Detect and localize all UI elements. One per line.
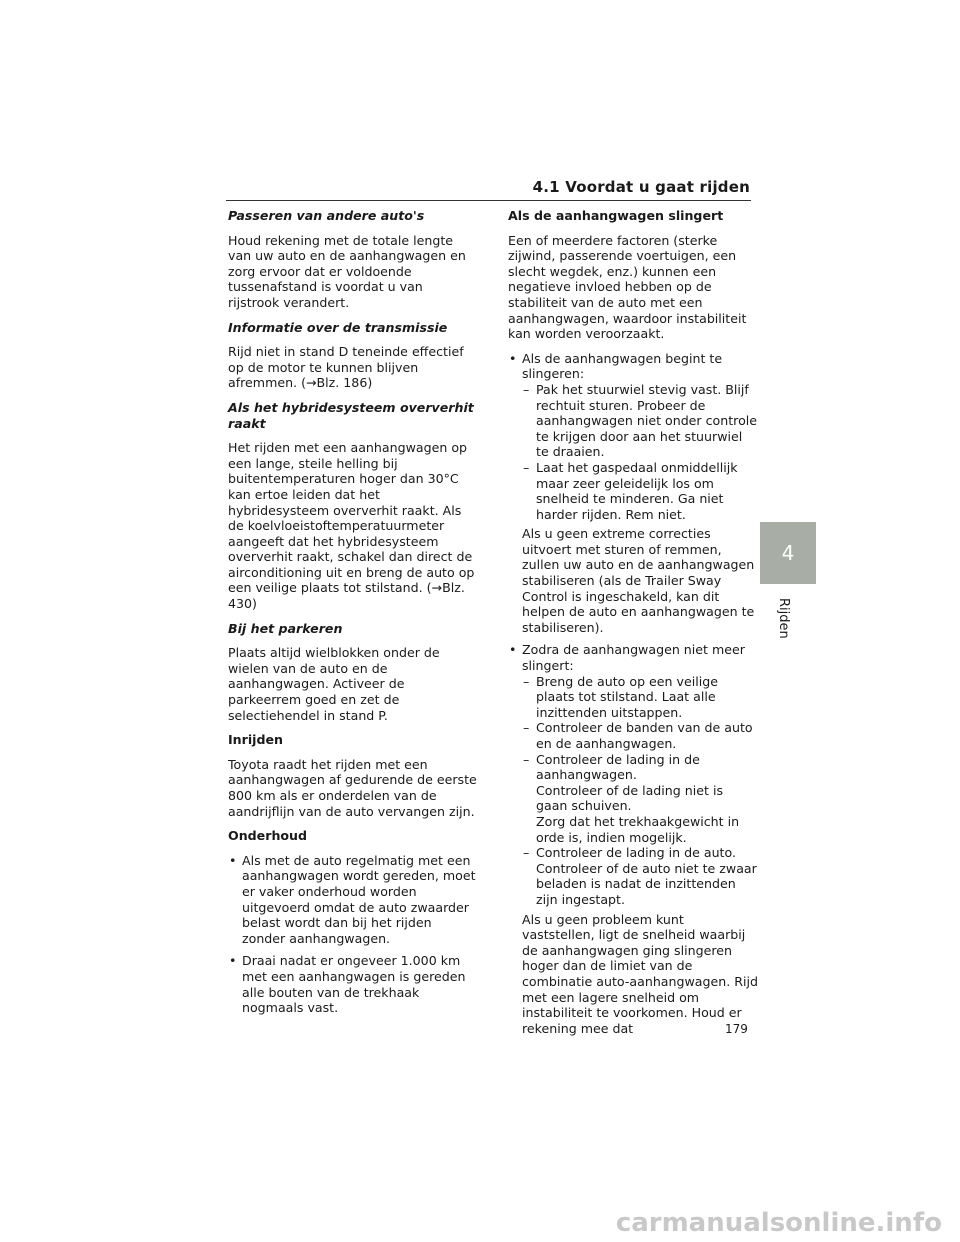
paragraph-passing: Houd rekening met de totale lengte van uw auto en de aanhangwagen en zorg ervoor dat er voldoende tussenafstand is voordat u van rijstrook verandert.	[228, 232, 466, 310]
sway-list	[508, 351, 758, 1037]
chapter-label: Rijden	[776, 598, 791, 639]
chapter-tab	[760, 522, 816, 584]
chapter-number: 4	[781, 541, 795, 565]
left-column	[228, 208, 478, 1025]
heading-overheat: Als het hybridesysteem oververhit raakt	[228, 399, 474, 431]
list-item: • Als met de auto regelmatig met een aanhangwagen wordt gereden, moet er vaker onderhoud worden uitgevoerd omdat de auto zwaarder belast wordt dan bij het rijden zonder aanhangwagen.	[228, 853, 478, 947]
list-item: – Breng de auto op een veilige plaats tot stilstand. Laat alle inzittenden uitstappen.	[522, 674, 758, 721]
bullet-text: Als de aanhangwagen begint te slingeren:	[522, 350, 723, 382]
paragraph-break-in: Toyota raadt het rijden met een aanhangwagen af gedurende de eerste 800 km als er onderdelen van de aandrijflijn van de auto vervangen zijn.	[228, 756, 477, 819]
list-item	[508, 642, 758, 1036]
bullet-followup-paragraph: Als u geen probleem kunt vaststellen, ligt de snelheid waarbij de aanhangwagen ging slingeren hoger dan de limiet van de combinatie auto-aanhangwagen. Rijd met een lagere snelheid om instabiliteit te voorkomen. Houd er rekening mee dat	[522, 911, 758, 1036]
heading-parking: Bij het parkeren	[228, 620, 343, 636]
heading-transmission: Informatie over de transmissie	[228, 319, 448, 335]
heading-break-in: Inrijden	[228, 732, 284, 748]
paragraph-parking: Plaats altijd wielblokken onder de wielen van de auto en de aanhangwagen. Activeer de parkeerrem goed en zet de selectiehendel in stand P.	[228, 645, 440, 723]
list-item: – Controleer de lading in de auto. Controleer of de auto niet te zwaar beladen is nadat de inzittenden zijn ingestapt.	[522, 845, 758, 907]
heading-sway: Als de aanhangwagen slingert	[508, 208, 724, 223]
section-header-title: 4.1 Voordat u gaat rijden	[532, 178, 750, 196]
paragraph-transmission: Rijd niet in stand D teneinde effectief op de motor te kunnen blijven afremmen. (→Blz. 186)	[228, 344, 464, 391]
list-item: – Controleer de banden van de auto en de aanhangwagen.	[522, 720, 758, 751]
paragraph-sway-intro: Een of meerdere factoren (sterke zijwind, passerende voertuigen, een slecht wegdek, enz.) kunnen een negatieve invloed hebben op de stabiliteit van de auto met een aanhangwagen, waardoor instabiliteit kan worden veroorzaakt.	[508, 232, 747, 342]
dash-list	[522, 382, 758, 522]
paragraph-overheat: Het rijden met een aanhangwagen op een lange, steile helling bij buitentemperaturen hoger dan 30°C kan ertoe leiden dat het hybridesysteem oververhit raakt. Als de koelvloeistoftemperatuurmeter aangeeft dat het hybridesysteem oververhit raakt, schakel dan direct de airconditioning uit en breng de auto op een veilige plaats tot stilstand. (→Blz. 430)	[228, 440, 475, 612]
list-item: – Laat het gaspedaal onmiddellijk maar zeer geleidelijk los om snelheid te minderen. Ga niet harder rijden. Rem niet.	[522, 460, 758, 522]
bullet-followup-paragraph: Als u geen extreme correcties uitvoert met sturen of remmen, zullen uw auto en de aanhangwagen stabiliseren (als de Trailer Sway Control is ingeschakeld, kan dit helpen de auto en aanhangwagen te stabiliseren).	[522, 526, 755, 635]
list-item: – Controleer de lading in de aanhangwagen. Controleer of de lading niet is gaan schuiven. Zorg dat het trekhaakgewicht in orde is, indien mogelijk.	[522, 752, 758, 846]
list-item: – Pak het stuurwiel stevig vast. Blijf rechtuit sturen. Probeer de aanhangwagen niet onder controle te krijgen door aan het stuurwiel te draaien.	[522, 382, 758, 460]
header-rule	[226, 200, 751, 201]
list-item: • Draai nadat er ongeveer 1.000 km met een aanhangwagen is gereden alle bouten van de trekhaak nogmaals vast.	[228, 953, 478, 1015]
list-item	[508, 351, 758, 636]
heading-passing: Passeren van andere auto's	[228, 208, 425, 223]
bullet-text: Zodra de aanhangwagen niet meer slingert:	[522, 642, 745, 674]
page-number: 179	[725, 1022, 748, 1036]
maintenance-list	[228, 853, 478, 1016]
dash-list	[522, 674, 758, 908]
watermark: carmanualsonline.info	[615, 1208, 942, 1238]
heading-maintenance: Onderhoud	[228, 828, 308, 844]
right-column	[508, 208, 758, 1045]
